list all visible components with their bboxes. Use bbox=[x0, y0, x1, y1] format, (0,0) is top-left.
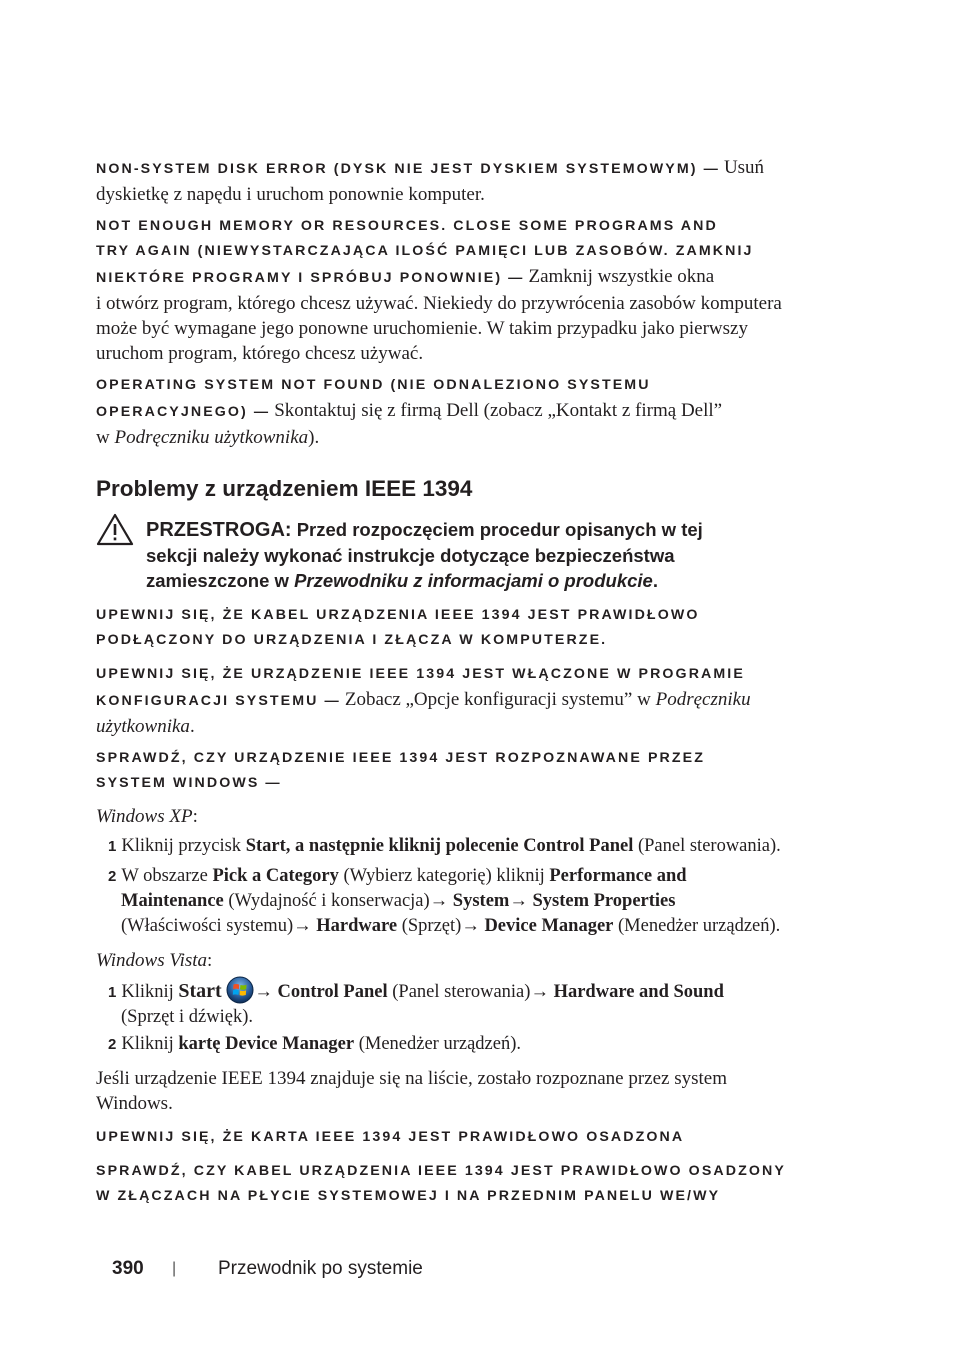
colon: : bbox=[192, 806, 198, 827]
windows-xp-label bbox=[96, 804, 826, 829]
error-title-line: NOT ENOUGH MEMORY OR RESOURCES. CLOSE SOME PROGRAMS AND bbox=[96, 218, 718, 234]
error-text: i otwórz program, którego chcesz używać. Niekiedy do przywrócenia zasobów komputera bbox=[96, 293, 782, 314]
check-text: Zobacz „Opcje konfiguracji systemu” w bbox=[344, 689, 656, 710]
windows-start-orb-icon bbox=[226, 976, 254, 1004]
error-text: ). bbox=[308, 427, 320, 448]
error-os-not-found bbox=[96, 373, 826, 450]
step-text: (Wydajność i konserwacja) bbox=[223, 891, 430, 911]
error-nonsystem-disk bbox=[96, 155, 826, 207]
caution-text: . bbox=[652, 570, 658, 591]
vista-step-1 bbox=[108, 976, 838, 1030]
user-guide-reference: Podręczniku bbox=[655, 689, 751, 710]
step-text: (Sprzęt i dźwięk). bbox=[121, 1007, 254, 1027]
step-text: (Menedżer urządzeń). bbox=[613, 916, 781, 936]
step-number: 1 bbox=[108, 838, 117, 855]
step-text: Kliknij bbox=[121, 982, 179, 1002]
xp-step-1 bbox=[108, 834, 838, 859]
error-title-line: NIEKTÓRE PROGRAMY I SPRÓBUJ PONOWNIE) — bbox=[96, 270, 525, 286]
ui-term: Hardware bbox=[316, 916, 398, 936]
step-number: 2 bbox=[108, 1036, 117, 1053]
check-cable-connectors bbox=[96, 1159, 836, 1209]
step-text: W obszarze bbox=[121, 866, 213, 886]
check-title-line: SYSTEM WINDOWS — bbox=[96, 775, 282, 791]
error-text: może być wymagane jego ponowne uruchomienie. W takim przypadku jako pierwszy bbox=[96, 318, 748, 339]
vista-step-2 bbox=[108, 1032, 838, 1057]
product-info-guide-reference: Przewodniku z informacjami o produkcie bbox=[294, 570, 653, 591]
arrow-icon: → bbox=[429, 891, 453, 911]
xp-step-2 bbox=[108, 864, 838, 939]
ui-term: Performance and bbox=[549, 866, 687, 886]
step-text: (Panel sterowania). bbox=[633, 836, 781, 856]
step-text: (Panel sterowania) bbox=[387, 982, 531, 1002]
ui-term: System Properties bbox=[532, 891, 676, 911]
caution-note bbox=[146, 517, 846, 593]
check-title-line: KONFIGURACJI SYSTEMU — bbox=[96, 693, 341, 709]
caution-text: sekcji należy wykonać instrukcje dotyczące bezpieczeństwa bbox=[146, 545, 675, 566]
arrow-icon: → bbox=[461, 916, 485, 936]
ui-term: Start bbox=[178, 980, 222, 1002]
paragraph-line: Jeśli urządzenie IEEE 1394 znajduje się na liście, zostało rozpoznane przez system bbox=[96, 1068, 727, 1089]
ui-term: Control Panel bbox=[277, 982, 388, 1002]
windows-vista-label bbox=[96, 948, 826, 973]
colon: : bbox=[207, 950, 213, 971]
result-paragraph bbox=[96, 1066, 826, 1116]
check-card-seated bbox=[96, 1125, 836, 1150]
step-number: 1 bbox=[108, 984, 117, 1001]
error-title: NON-SYSTEM DISK ERROR (DYSK NIE JEST DYSKIEM SYSTEMOWYM) — bbox=[96, 161, 720, 177]
caution-label: PRZESTROGA: bbox=[146, 519, 292, 541]
arrow-icon: → bbox=[509, 891, 533, 911]
step-number: 2 bbox=[108, 868, 117, 885]
ui-term: Hardware and Sound bbox=[553, 982, 724, 1002]
section-title: Problemy z urządzeniem IEEE 1394 bbox=[96, 476, 473, 501]
ui-term: Maintenance bbox=[121, 891, 224, 911]
check-text: . bbox=[189, 716, 195, 737]
error-not-enough-memory bbox=[96, 214, 826, 366]
os-name: Windows XP bbox=[96, 806, 193, 827]
error-text: Usuń dyskietkę z napędu i uruchom ponownie komputer. bbox=[96, 157, 765, 205]
check-device-recognized bbox=[96, 746, 836, 796]
check-title-line: UPEWNIJ SIĘ, ŻE KARTA IEEE 1394 JEST PRAWIDŁOWO OSADZONA bbox=[96, 1129, 685, 1145]
os-name: Windows Vista bbox=[96, 950, 208, 971]
step-text: Kliknij przycisk bbox=[121, 836, 246, 856]
error-text: Skontaktuj się z firmą Dell (zobacz „Kontakt z firmą Dell” bbox=[274, 400, 723, 421]
caution-text: zamieszczone w bbox=[146, 570, 295, 591]
error-title-line: OPERACYJNEGO) — bbox=[96, 404, 271, 420]
step-text: (Sprzęt) bbox=[397, 916, 462, 936]
error-text: uruchom program, którego chcesz używać. bbox=[96, 343, 424, 364]
user-guide-reference: użytkownika bbox=[96, 716, 190, 737]
ui-term: Pick a Category bbox=[212, 866, 339, 886]
check-title-line: W ZŁĄCZACH NA PŁYCIE SYSTEMOWEJ I NA PRZEDNIM PANELU WE/WY bbox=[96, 1188, 721, 1204]
check-title-line: UPEWNIJ SIĘ, ŻE KABEL URZĄDZENIA IEEE 1394 JEST PRAWIDŁOWO bbox=[96, 607, 700, 623]
check-cable-connected bbox=[96, 603, 836, 653]
check-title-line: UPEWNIJ SIĘ, ŻE URZĄDZENIE IEEE 1394 JEST WŁĄCZONE W PROGRAMIE bbox=[96, 666, 745, 682]
step-text: (Właściwości systemu) bbox=[121, 916, 294, 936]
arrow-icon: → bbox=[530, 982, 554, 1002]
step-text: (Wybierz kategorię) kliknij bbox=[338, 866, 550, 886]
check-title-line: SPRAWDŹ, CZY KABEL URZĄDZENIA IEEE 1394 JEST PRAWIDŁOWO OSADZONY bbox=[96, 1163, 786, 1179]
footer-separator: | bbox=[172, 1260, 177, 1277]
error-text: Zamknij wszystkie okna bbox=[528, 266, 715, 287]
warning-triangle-icon bbox=[96, 512, 134, 546]
check-title-line: SPRAWDŹ, CZY URZĄDZENIE IEEE 1394 JEST ROZPOZNAWANE PRZEZ bbox=[96, 750, 705, 766]
page-number: 390 bbox=[112, 1258, 144, 1279]
error-title-line: TRY AGAIN (NIEWYSTARCZAJĄCA ILOŚĆ PAMIĘCI LUB ZASOBÓW. ZAMKNIJ bbox=[96, 243, 754, 259]
ui-term: Device Manager bbox=[484, 916, 614, 936]
step-text: Kliknij bbox=[121, 1034, 179, 1054]
footer-title: Przewodnik po systemie bbox=[218, 1258, 423, 1279]
caution-text: Przed rozpoczęciem procedur opisanych w tej bbox=[296, 519, 703, 540]
check-device-enabled bbox=[96, 662, 836, 739]
step-text: (Menedżer urządzeń). bbox=[354, 1034, 521, 1054]
user-guide-reference: Podręczniku użytkownika bbox=[114, 427, 309, 448]
ui-term: kartę Device Manager bbox=[178, 1034, 355, 1054]
paragraph-line: Windows. bbox=[96, 1093, 173, 1114]
arrow-icon: → bbox=[254, 982, 278, 1002]
arrow-icon: → bbox=[293, 916, 317, 936]
menu-path: Start, a następnie kliknij polecenie Control Panel bbox=[245, 836, 634, 856]
check-title-line: PODŁĄCZONY DO URZĄDZENIA I ZŁĄCZA W KOMPUTERZE. bbox=[96, 632, 608, 648]
error-text: w bbox=[96, 427, 115, 448]
ui-term: System bbox=[452, 891, 510, 911]
error-title-line: OPERATING SYSTEM NOT FOUND (NIE ODNALEZIONO SYSTEMU bbox=[96, 377, 651, 393]
